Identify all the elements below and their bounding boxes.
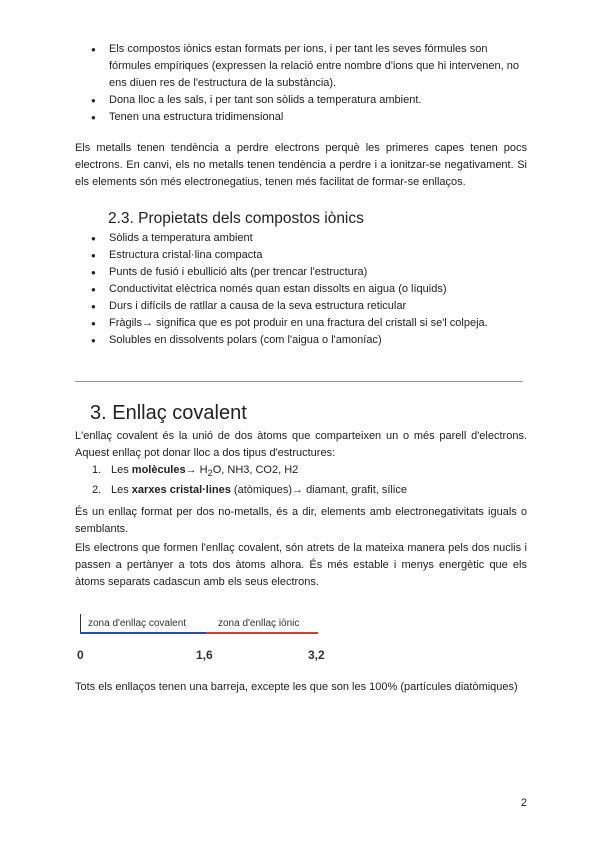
list-item [75,332,527,349]
list-item [75,462,527,482]
list-item-text: Punts de fusió i ebullició alts (per trencar l'estructura) [109,266,368,278]
ionic-compounds-list [75,41,527,126]
list-item [75,298,527,315]
list-item-text: Durs i difícils de ratllar a causa de la seva estructura reticular [109,300,407,312]
electronegativity-scale [76,612,336,664]
scale-bar-ionic [206,632,318,634]
covalent-para-2: Els electrons que formen l'enllaç covalent, són atrets de la mateixa manera pels dos nuclis i passen a pertànyer a tots dos àtoms alhora. És més estable i menys energètic que els àtoms separats cadascun amb els seus electrons. [75,542,527,588]
list-item-text: Les [111,484,132,497]
scale-tick-1-6: 1,6 [196,648,213,662]
list-item [75,92,527,109]
list-item-text: Conductivitat elèctrica només quan estan dissolts en aigua (o líquids) [109,283,447,295]
metals-paragraph: Els metalls tenen tendència a perdre electrons perquè les primeres capes tenen pocs electrons. En canvi, els no metalls tenen tendència a perdre i a ionitzar-se negativament. Si els elements són més electronegatius, tenen més facilitat de formar-se enllaços. [75,142,527,188]
covalent-para-1: És un enllaç format per dos no-metalls, és a dir, elements amb electronegativitats iguals o semblants. [75,506,527,535]
section-divider [75,381,523,382]
scale-label-ionic: zona d'enllaç iònic [218,618,300,629]
section-2-3-title: 2.3. Propietats dels compostos iònics [108,210,364,227]
structure-types-list [75,462,527,499]
scale-label-covalent: zona d'enllaç covalent [88,618,187,629]
list-item-term: xarxes cristal·lines [131,484,231,497]
list-number: 2. [92,484,102,497]
bullet-icon: ● [91,96,96,105]
scale-axis-tick [80,614,81,634]
bullet-icon: ● [91,302,96,311]
bullet-icon: ● [91,285,96,294]
list-item-text: (atòmiques)→ diamant, grafit, sílice [230,484,407,497]
list-item [75,109,527,126]
ionic-properties-list [75,230,527,349]
list-item-text: Sòlids a temperatura ambient [109,232,253,244]
list-item-text: Solubles en dissolvents polars (com l'aigua o l'amoníac) [109,334,382,346]
bullet-icon: ● [91,251,96,260]
list-item [75,482,527,499]
list-item-text: Els compostos iònics estan formats per ions, i per tant les seves fórmules son fórmules empíriques (expressen la relació entre nombre d'ions que hi intervenen, no ens diuen res de l'estructura de la substància). [109,43,519,89]
list-item-text: Tenen una estructura tridimensional [109,111,284,123]
section-3-title: 3. Enllaç covalent [90,402,247,424]
list-item [75,41,527,92]
covalent-intro: L'enllaç covalent és la unió de dos àtoms que comparteixen un o més parell d'electrons. Aquest enllaç pot donar lloc a dos tipus d'estructures: [75,430,527,459]
list-item [75,247,527,264]
final-paragraph: Tots els enllaços tenen una barreja, excepte les que son les 100% (partícules diatòmiques) [75,681,518,693]
scale-bar-covalent [80,632,206,634]
list-item [75,315,527,332]
list-item [75,264,527,281]
list-item-text: Les [111,464,132,476]
list-item-text: Dona lloc a les sals, i per tant son sòlids a temperatura ambient. [109,94,422,106]
bullet-icon: ● [91,234,96,243]
bullet-icon: ● [91,45,96,54]
list-item-text: Fràgils→ significa que es pot produir en una fractura del cristall si se'l colpeja. [109,317,488,329]
list-item-text: → $H_2O$, NH3, CO2, H2 [185,464,299,479]
bullet-icon: ● [91,336,96,345]
scale-tick-0: 0 [77,648,84,662]
scale-tick-3-2: 3,2 [308,648,325,662]
list-item [75,230,527,247]
list-number: 1. [92,464,102,476]
bullet-icon: ● [91,319,96,328]
page-number: 2 [520,797,527,809]
list-item-text: Estructura cristal·lina compacta [109,249,263,261]
list-item [75,281,527,298]
list-item-term: molècules [131,464,186,476]
bullet-icon: ● [91,113,96,122]
bullet-icon: ● [91,268,96,277]
